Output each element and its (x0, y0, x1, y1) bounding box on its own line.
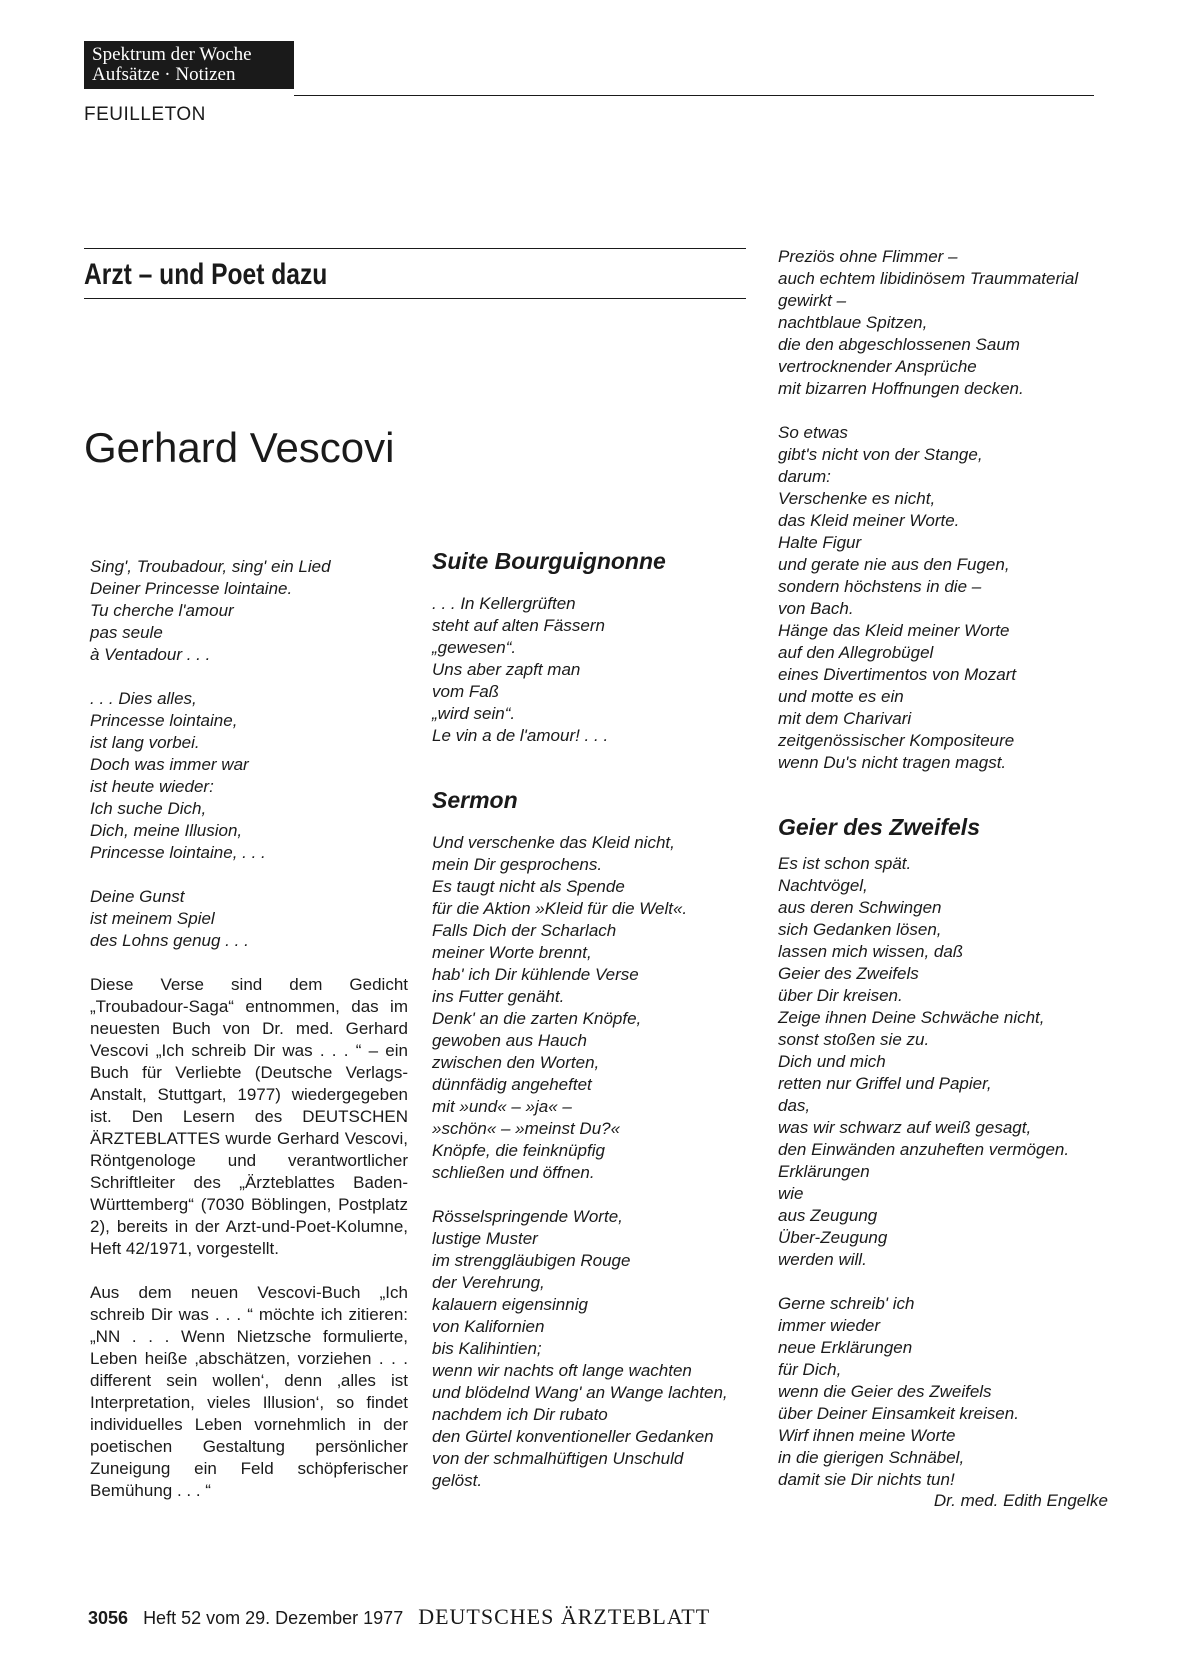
verse-line: „gewesen“. (432, 638, 517, 657)
verse-line: ins Futter genäht. (432, 987, 565, 1006)
verse-line: zwischen den Worten, (432, 1053, 600, 1072)
verse-line: Nachtvögel, (778, 876, 868, 895)
verse-line: Wirf ihnen meine Worte (778, 1426, 956, 1445)
verse-line: auf den Allegrobügel (778, 643, 934, 662)
verse-line: gewirkt – (778, 291, 847, 310)
author-signature: Dr. med. Edith Engelke (933, 1491, 1108, 1510)
verse-line: neue Erklärungen (778, 1338, 913, 1357)
verse-line: gibt's nicht von der Stange, (778, 445, 983, 464)
verse-line: für Dich, (778, 1360, 842, 1379)
troubadour-excerpt (90, 556, 408, 952)
verse-line: mit dem Charivari (778, 709, 912, 728)
verse-line: nachdem ich Dir rubato (432, 1405, 608, 1424)
verse-line: aus deren Schwingen (778, 898, 942, 917)
verse-line: im strenggläubigen Rouge (432, 1251, 631, 1270)
headline-rule-top (84, 248, 746, 249)
verse-line: gewoben aus Hauch (432, 1031, 588, 1050)
verse-line: von Kalifornien (432, 1317, 545, 1336)
verse-line: wie (778, 1184, 804, 1203)
verse-line: Knöpfe, die feinknüpfig (432, 1141, 605, 1160)
verse-line: über Deiner Einsamkeit kreisen. (778, 1404, 1019, 1423)
verse-line: ist meinem Spiel (90, 909, 215, 928)
verse-line: aus Zeugung (778, 1206, 878, 1225)
verse-line: damit sie Dir nichts tun! (778, 1470, 955, 1489)
verse-line: Es taugt nicht als Spende (432, 877, 625, 896)
headline-rule-bottom (84, 298, 746, 299)
verse-line: . . . Dies alles, (90, 689, 197, 708)
stanza (778, 422, 1108, 774)
verse-line: und gerate nie aus den Fugen, (778, 555, 1010, 574)
verse-line: für die Aktion »Kleid für die Welt«. (432, 899, 688, 918)
verse-line: „wird sein“. (432, 704, 516, 723)
verse-line: auch echtem libidinösem Traummaterial (778, 269, 1079, 288)
verse-line: Princesse lointaine, . . . (90, 843, 266, 862)
stanza (90, 688, 408, 864)
verse-line: ist heute wieder: (90, 777, 214, 796)
verse-line: meiner Worte brennt, (432, 943, 592, 962)
verse-line: Dich, meine Illusion, (90, 821, 243, 840)
verse-line: Geier des Zweifels (778, 964, 919, 983)
verse-line: Le vin a de l'amour! . . . (432, 726, 609, 745)
verse-line: vertrocknender Ansprüche (778, 357, 977, 376)
issue-info: Heft 52 vom 29. Dezember 1977 (143, 1608, 404, 1628)
verse-line: über Dir kreisen. (778, 986, 903, 1005)
stanza (432, 1206, 752, 1492)
verse-line: darum: (778, 467, 831, 486)
magazine-name: DEUTSCHES ÄRZTEBLATT (418, 1604, 711, 1629)
poem-sermon (432, 832, 752, 1492)
verse-line: Ich suche Dich, (90, 799, 207, 818)
verse-line: mit »und« – »ja« – (432, 1097, 572, 1116)
verse-line: Uns aber zapft man (432, 660, 581, 679)
intro-paragraph-1: Diese Verse sind dem Gedicht „Troubadour-Saga“ entnommen, das im neuesten Buch von Dr. med. Gerhard Vescovi „Ich schreib Dir was . . . “ – ein Buch für Verliebte (Deutsche Verlags-Anstalt, Stuttgart, 1977) wiedergegeben ist. Den Lesern des DEUTSCHEN ÄRZTEBLATTES wurde Gerhard Vescovi, Röntgenologe und verantwortlicher Schriftleiter des „Ärzteblattes Baden-Württemberg“ (7030 Böblingen, Postplatz 2), bereits in der Arzt-und-Poet-Kolumne, Heft 42/1971, vorgestellt. (90, 975, 408, 1258)
author-name: Gerhard Vescovi (84, 424, 395, 471)
verse-line: werden will. (778, 1250, 867, 1269)
badge-line-1: Spektrum der Woche (92, 44, 252, 65)
verse-line: So etwas (778, 423, 848, 442)
verse-line: Rösselspringende Worte, (432, 1207, 623, 1226)
stanza (90, 886, 408, 952)
verse-line: Princesse lointaine, (90, 711, 238, 730)
verse-line: nachtblaue Spitzen, (778, 313, 928, 332)
poem-suite-bourguignonne (432, 593, 752, 747)
verse-line: vom Faß (432, 682, 500, 701)
verse-line: Falls Dich der Scharlach (432, 921, 617, 940)
verse-line: à Ventadour . . . (90, 645, 211, 664)
header-rule (294, 95, 1094, 96)
verse-line: gelöst. (432, 1471, 483, 1490)
page-footer (88, 1604, 710, 1630)
verse-line: zeitgenössischer Kompositeure (778, 731, 1015, 750)
column-2 (432, 548, 752, 1514)
verse-line: lustige Muster (432, 1229, 538, 1248)
verse-line: kalauern eigensinnig (432, 1295, 588, 1314)
verse-line: lassen mich wissen, daß (778, 942, 964, 961)
verse-line: Es ist schon spät. (778, 854, 912, 873)
verse-line: Preziös ohne Flimmer – (778, 247, 958, 266)
verse-line: Doch was immer war (90, 755, 249, 774)
verse-line: Dich und mich (778, 1052, 886, 1071)
verse-line: hab' ich Dir kühlende Verse (432, 965, 639, 984)
page-number: 3056 (88, 1608, 129, 1628)
verse-line: ist lang vorbei. (90, 733, 200, 752)
verse-line: Zeige ihnen Deine Schwäche nicht, (778, 1008, 1045, 1027)
stanza (90, 556, 408, 666)
verse-line: die den abgeschlossenen Saum (778, 335, 1020, 354)
verse-line: des Lohns genug . . . (90, 931, 249, 950)
verse-line: von der schmalhüftigen Unschuld (432, 1449, 684, 1468)
verse-line: eines Divertimentos von Mozart (778, 665, 1017, 684)
verse-line: Hänge das Kleid meiner Worte (778, 621, 1010, 640)
column-1 (90, 556, 408, 1502)
verse-line: bis Kalihintien; (432, 1339, 542, 1358)
verse-line: wenn Du's nicht tragen magst. (778, 753, 1007, 772)
verse-line: Sing', Troubadour, sing' ein Lied (90, 557, 331, 576)
verse-line: pas seule (90, 623, 163, 642)
stanza (778, 1293, 1108, 1491)
verse-line: Erklärungen (778, 1162, 870, 1181)
verse-line: immer wieder (778, 1316, 881, 1335)
verse-line: der Verehrung, (432, 1273, 545, 1292)
headline: Arzt – und Poet dazu (84, 258, 328, 291)
verse-line: Deine Gunst (90, 887, 185, 906)
poem-title-sermon: Sermon (432, 787, 518, 813)
verse-line: dünnfädig angeheftet (432, 1075, 592, 1094)
verse-line: sich Gedanken lösen, (778, 920, 942, 939)
section-label: FEUILLETON (84, 104, 206, 125)
stanza (778, 853, 1108, 1271)
stanza (778, 246, 1108, 400)
verse-line: und blödelnd Wang' an Wange lachten, (432, 1383, 728, 1402)
verse-line: den Einwänden anzuheften vermögen. (778, 1140, 1070, 1159)
verse-line: »schön« – »meinst Du?« (432, 1119, 621, 1138)
verse-line: Denk' an die zarten Knöpfe, (432, 1009, 642, 1028)
verse-line: was wir schwarz auf weiß gesagt, (778, 1118, 1032, 1137)
verse-line: Deiner Princesse lointaine. (90, 579, 293, 598)
verse-line: Über-Zeugung (778, 1228, 888, 1247)
poem-title-suite: Suite Bourguignonne (432, 548, 666, 574)
poem-geier-des-zweifels (778, 853, 1108, 1491)
verse-line: Und verschenke das Kleid nicht, (432, 833, 675, 852)
badge-line-2: Aufsätze · Notizen (92, 64, 236, 85)
poem-sermon-continued (778, 246, 1108, 774)
verse-line: steht auf alten Fässern (432, 616, 605, 635)
verse-line: wenn wir nachts oft lange wachten (432, 1361, 692, 1380)
intro-paragraph-2: Aus dem neuen Vescovi-Buch „Ich schreib Dir was . . . “ möchte ich zitieren: „NN . . . Wenn Nietzsche formulierte, Leben heiße ‚abschätzen, vorziehen . . . different sein wollen‘, denn ‚alles ist Interpretation, vieles Illusion‘, so findet individuelles Leben vornehmlich in der poetischen Gestaltung persönlicher Zuneigung ein Feld schöpferischer Bemühung . . . “ (90, 1283, 408, 1500)
verse-line: mein Dir gesprochens. (432, 855, 603, 874)
section-badge (84, 41, 294, 89)
verse-line: das Kleid meiner Worte. (778, 511, 960, 530)
verse-line: in die gierigen Schnäbel, (778, 1448, 965, 1467)
verse-line: und motte es ein (778, 687, 904, 706)
verse-line: von Bach. (778, 599, 854, 618)
verse-line: den Gürtel konventioneller Gedanken (432, 1427, 714, 1446)
verse-line: schließen und öffnen. (432, 1163, 595, 1182)
verse-line: Gerne schreib' ich (778, 1294, 915, 1313)
verse-line: . . . In Kellergrüften (432, 594, 576, 613)
verse-line: Tu cherche l'amour (90, 601, 234, 620)
column-3 (778, 246, 1108, 1511)
verse-line: mit bizarren Hoffnungen decken. (778, 379, 1024, 398)
verse-line: retten nur Griffel und Papier, (778, 1074, 992, 1093)
verse-line: Verschenke es nicht, (778, 489, 936, 508)
verse-line: wenn die Geier des Zweifels (778, 1382, 992, 1401)
stanza (432, 832, 752, 1184)
verse-line: sonst stoßen sie zu. (778, 1030, 930, 1049)
verse-line: das, (778, 1096, 811, 1115)
verse-line: sondern höchstens in die – (778, 577, 982, 596)
poem-title-geier: Geier des Zweifels (778, 814, 980, 840)
verse-line: Halte Figur (778, 533, 862, 552)
